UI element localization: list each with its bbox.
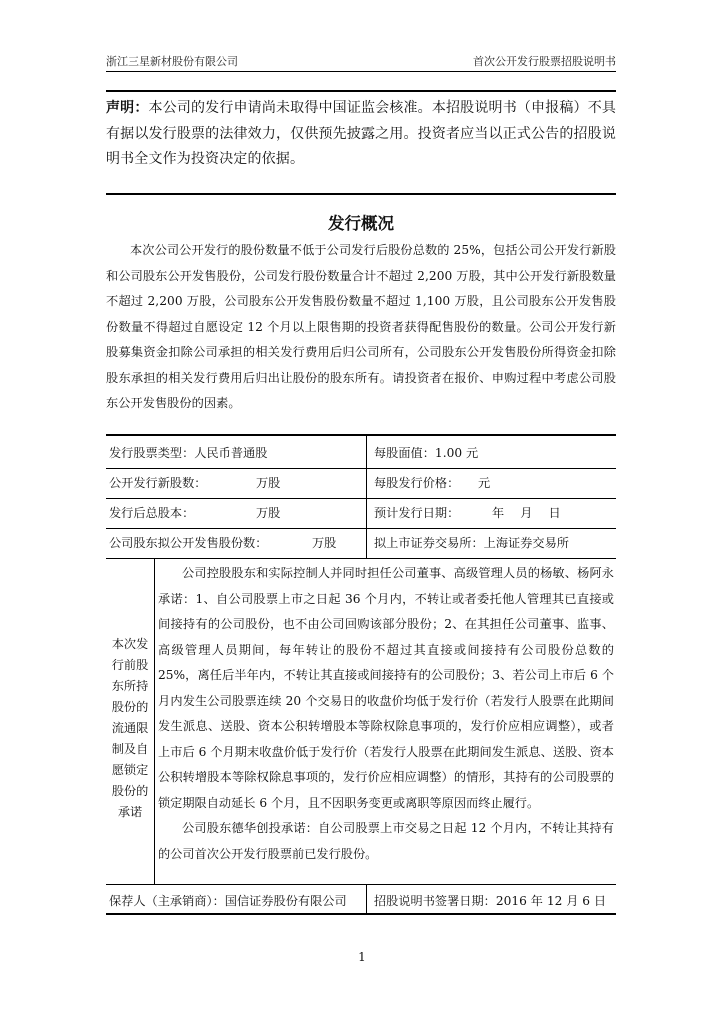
issue-date-value: 年 月 日 xyxy=(492,506,561,520)
row-divider xyxy=(106,884,616,885)
sponsor: 保荐人（主承销商）：国信证券股份有限公司 xyxy=(109,894,347,908)
row-divider xyxy=(106,498,616,499)
page-number: 1 xyxy=(358,950,366,964)
row-divider xyxy=(106,468,616,469)
sign-date: 招股说明书签署日期：2016 年 12 月 6 日 xyxy=(374,894,607,908)
commitment-controlling-holders: 公司控股股东和实际控制人并同时担任公司董事、高级管理人员的杨敏、杨阿永承诺：1、自公司股票上市之日起 36 个月内，不转让或者委托他人管理其已直接或间接持有的公司股份，也不由公司回购该部分股份；2、在其担任公司董事、监事、高级管理人员期间，每年转让的股份不超过其直接或间接持有公司股份总数的 25%，离任后半年内，不转让其直接或间接持有的公司股份；3、若公司上市后 6 个月内发生公司股票连续 20 个交易日的收盘价均低于发行价（若发行人股票在此期间发生派息、送股、资本公积转增股本等除权除息事项的，发行价应相应调整），或者上市后 6 个月期末收盘价低于发行价（若发行人股票在此期间发生派息、送股、资本公积转增股本等除权除息事项的，发行价应相应调整）的情形，其持有的公司股票的锁定期限自动延长 6 个月，且不因职务变更或离职等原因而终止履行。 xyxy=(158,566,614,810)
header-company: 浙江三星新材股份有限公司 xyxy=(106,55,238,68)
row-divider xyxy=(106,528,616,529)
page-header xyxy=(106,52,616,70)
declaration-top-rule xyxy=(106,90,616,92)
offering-overview: 本次公司公开发行的股份数量不低于公司发行后股份总数的 25%，包括公司公开发行新股和公司股东公开发售股份，公司发行股份数量合计不超过 2,200 万股，其中公开发行新股数量不超过 2,200 万股，公司股东公开发售股份数量不超过 1,100 万股，且公司股东公开发售股份数量不得超过自愿设定 12 个月以上限售期的投资者获得配售股份的数量。公司公开发行新股募集资金扣除公司承担的相关发行费用后归公司所有，公司股东公开发售股份所得资金扣除股东承担的相关发行费用后归出让股份的股东所有。请投资者在报价、申购过程中考虑公司股东公开发售股份的因素。 xyxy=(106,243,616,410)
commitment-dehua: 公司股东德华创投承诺：自公司股票上市交易之日起 12 个月内，不转让其持有的公司首次公开发行股票前已发行股份。 xyxy=(158,821,614,861)
total-shares-unit: 万股 xyxy=(256,506,281,520)
new-shares-label: 公开发行新股数： xyxy=(109,476,207,490)
offering-table xyxy=(106,434,616,915)
declaration xyxy=(106,96,616,173)
shareholder-offer-unit: 万股 xyxy=(312,536,337,550)
column-divider xyxy=(366,884,367,913)
column-divider xyxy=(154,558,155,884)
par-value: 每股面值：1.00 元 xyxy=(374,446,479,460)
section-title: 发行概况 xyxy=(328,214,394,233)
header-rule xyxy=(106,71,616,72)
new-shares-unit: 万股 xyxy=(256,476,281,490)
total-shares-label: 发行后总股本： xyxy=(109,506,195,520)
commitment-label: 本次发行前股东所持股份的流通限制及自愿锁定股份的承诺 xyxy=(111,637,149,819)
header-doc-title: 首次公开发行股票招股说明书 xyxy=(473,55,616,68)
shareholder-offer-label: 公司股东拟公开发售股份数： xyxy=(109,536,268,550)
declaration-text: 本公司的发行申请尚未取得中国证监会核准。本招股说明书（申报稿）不具有据以发行股票的法律效力，仅供预先披露之用。投资者应当以正式公告的招股说明书全文作为投资决定的依据。 xyxy=(106,100,617,167)
declaration-bottom-rule xyxy=(106,193,616,195)
commitment-body xyxy=(158,561,614,867)
issue-type: 发行股票类型：人民币普通股 xyxy=(109,446,268,460)
issue-price-label: 每股发行价格： xyxy=(374,476,460,490)
issue-price-unit: 元 xyxy=(478,476,491,490)
declaration-lead: 声明： xyxy=(106,100,149,116)
issue-date-label: 预计发行日期： xyxy=(374,506,460,520)
listing-exchange: 拟上市证券交易所：上海证券交易所 xyxy=(374,536,569,550)
row-divider xyxy=(106,558,616,559)
column-divider xyxy=(366,436,367,558)
